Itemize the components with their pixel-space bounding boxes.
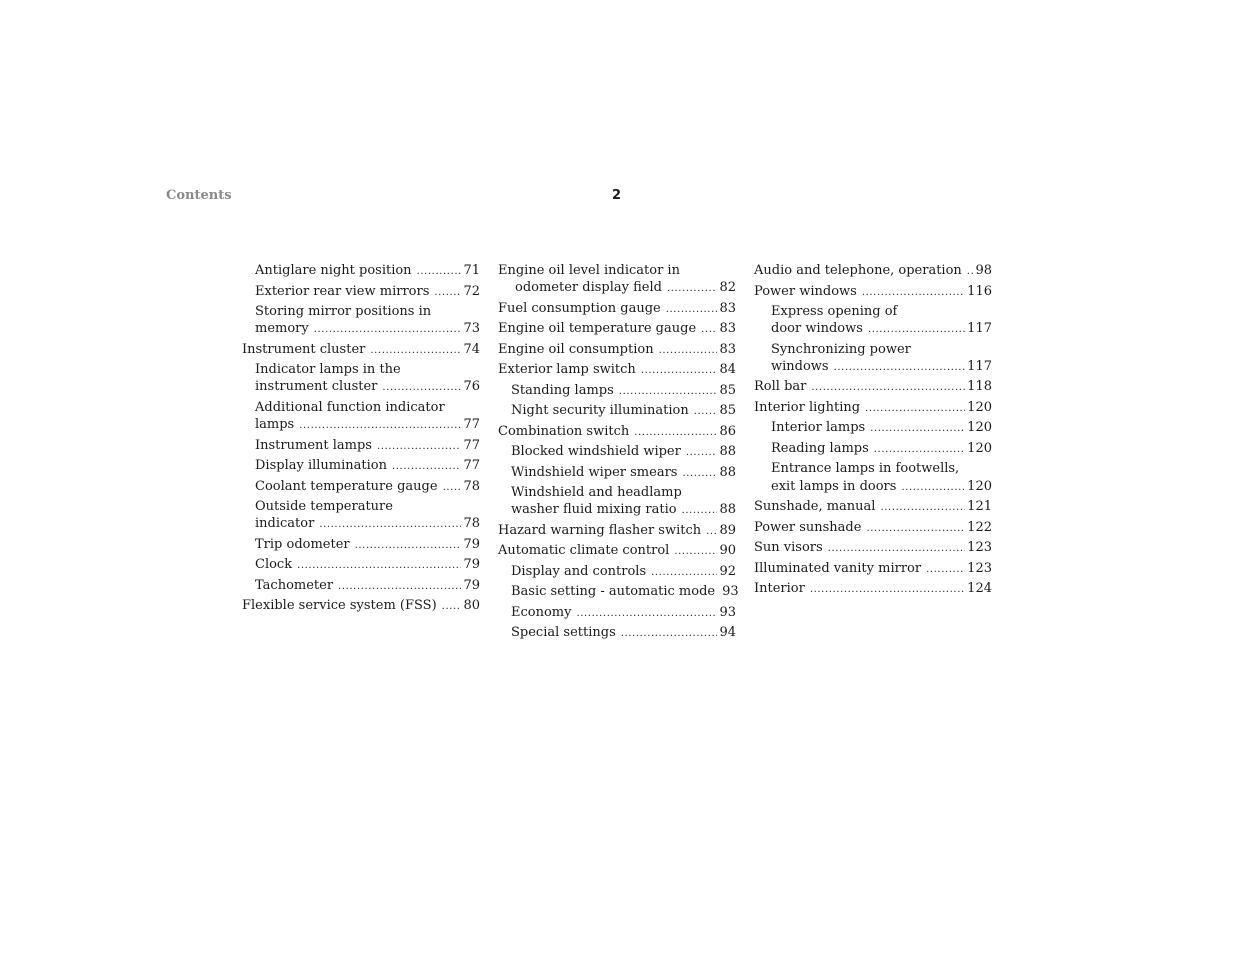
toc-entry-text: Trip odometer <box>255 536 350 552</box>
toc-page-number: 83 <box>719 300 736 316</box>
dot-leader <box>901 479 965 496</box>
dot-leader <box>682 502 718 519</box>
toc-entry[interactable] <box>498 563 736 581</box>
toc-page-number: 84 <box>719 362 736 378</box>
dot-leader <box>434 284 461 301</box>
toc-page-number: 83 <box>719 341 736 357</box>
toc-entry-text: Economy <box>511 604 572 620</box>
dot-leader <box>442 598 462 615</box>
toc-entry-text: instrument cluster <box>255 379 378 395</box>
toc-page-number: 90 <box>719 543 736 559</box>
toc-entry[interactable] <box>754 519 992 537</box>
toc-entry-text: Interior <box>754 581 805 597</box>
dot-leader <box>634 424 717 441</box>
toc-page-number: 89 <box>719 522 736 538</box>
toc-entry-text: Engine oil level indicator in <box>498 263 680 278</box>
toc-entry[interactable] <box>242 457 480 475</box>
toc-entry-text: Display and controls <box>511 563 647 579</box>
toc-entry-text: Sunshade, manual <box>754 499 876 515</box>
dot-leader <box>370 342 461 359</box>
toc-entry-text: Windshield and headlamp <box>511 485 682 501</box>
toc-page-number: 120 <box>967 399 992 415</box>
toc-entry[interactable] <box>754 378 992 396</box>
dot-leader <box>641 362 718 379</box>
dot-leader <box>377 438 461 455</box>
dot-leader <box>694 403 718 420</box>
dot-leader <box>392 458 461 475</box>
toc-entry-text: Automatic climate control <box>498 543 670 559</box>
toc-entry[interactable] <box>242 437 480 455</box>
dot-leader <box>355 537 462 554</box>
toc-page-number: 120 <box>967 420 992 436</box>
toc-page-number: 79 <box>463 536 480 552</box>
toc-page-number: 120 <box>967 478 992 494</box>
toc-entry-text: door windows <box>771 321 863 337</box>
toc-entry[interactable] <box>242 498 480 533</box>
dot-leader <box>314 321 462 338</box>
toc-entry[interactable] <box>498 341 736 359</box>
toc-entry[interactable] <box>754 498 992 516</box>
dot-leader <box>667 280 717 297</box>
toc-entry-text: Exterior rear view mirrors <box>255 283 430 299</box>
toc-page-number: 121 <box>967 499 992 515</box>
dot-leader <box>686 444 718 461</box>
toc-entry[interactable] <box>242 262 480 280</box>
toc-entry-text: memory <box>255 321 309 337</box>
toc-entry[interactable] <box>498 262 736 297</box>
toc-page-number: 117 <box>967 358 992 374</box>
toc-entry[interactable] <box>754 580 992 598</box>
toc-entry[interactable] <box>754 440 992 458</box>
toc-page-number: 85 <box>719 382 736 398</box>
toc-entry-text: Windshield wiper smears <box>511 464 678 480</box>
toc-entry-text: Power sunshade <box>754 519 862 535</box>
dot-leader <box>682 465 717 482</box>
toc-entry-text: Audio and telephone, operation <box>754 263 962 278</box>
toc-page-number: 93 <box>719 604 736 620</box>
toc-entry-text: Coolant temperature gauge <box>255 478 438 494</box>
dot-leader <box>880 499 965 516</box>
toc-entry-text: Fuel consumption gauge <box>498 300 661 316</box>
toc-entry[interactable] <box>498 423 736 441</box>
toc-page-number: 85 <box>719 403 736 419</box>
toc-page-number: 117 <box>967 321 992 337</box>
dot-leader <box>828 540 966 557</box>
toc-entry[interactable] <box>498 464 736 482</box>
toc-page-number: 77 <box>463 458 480 474</box>
toc-page-number: 93 <box>722 584 739 600</box>
toc-page-number: 122 <box>967 519 992 535</box>
toc-page-number: 98 <box>975 263 992 278</box>
toc-page-number: 88 <box>719 444 736 460</box>
toc-entry-text: Entrance lamps in footwells, <box>771 461 960 477</box>
toc-entry-text: Engine oil temperature gauge <box>498 321 697 337</box>
dot-leader <box>651 564 717 581</box>
toc-entry[interactable] <box>498 320 736 338</box>
toc-page-number: 124 <box>967 581 992 597</box>
dot-leader <box>659 342 718 359</box>
toc-entry[interactable] <box>754 303 992 338</box>
toc-entry[interactable] <box>242 283 480 301</box>
dot-leader <box>701 321 717 338</box>
toc-column-2 <box>498 262 739 645</box>
toc-entry[interactable] <box>242 536 480 554</box>
dot-leader <box>666 301 718 318</box>
toc-entry-text: Reading lamps <box>771 440 869 456</box>
toc-entry[interactable] <box>754 419 992 437</box>
toc-entry-text: windows <box>771 358 829 374</box>
toc-page-number: 76 <box>463 379 480 395</box>
toc-entry-text: Blocked windshield wiper <box>511 444 681 460</box>
toc-page-number: 88 <box>719 502 736 518</box>
dot-leader <box>862 284 965 301</box>
dot-leader <box>811 379 965 396</box>
toc-entry-text: Express opening of <box>771 304 898 319</box>
toc-entry-text: odometer display field <box>515 280 662 296</box>
dot-leader <box>834 359 966 376</box>
toc-page-number: 82 <box>719 280 736 296</box>
toc-entry-text: Exterior lamp switch <box>498 362 636 378</box>
toc-entry[interactable] <box>242 361 480 396</box>
toc-entry[interactable] <box>498 484 736 519</box>
toc-entry[interactable] <box>754 460 992 495</box>
toc-entry-text: Roll bar <box>754 379 807 395</box>
toc-entry-text: Clock <box>255 557 293 573</box>
toc-entry-text: Combination switch <box>498 423 630 439</box>
toc-entry[interactable] <box>498 361 736 379</box>
dot-leader <box>319 516 461 533</box>
dot-leader <box>868 321 965 338</box>
toc-entry-text: Indicator lamps in the <box>255 362 401 378</box>
toc-entry-text: Instrument cluster <box>242 341 366 357</box>
toc-entry[interactable] <box>498 443 736 461</box>
toc-entry-text: Power windows <box>754 283 857 299</box>
dot-leader <box>299 417 461 434</box>
dot-leader <box>297 557 461 574</box>
toc-page-number: 78 <box>463 478 480 494</box>
toc-entry[interactable] <box>498 402 736 420</box>
toc-entry-text: Outside temperature <box>255 499 393 515</box>
toc-entry[interactable] <box>754 539 992 557</box>
toc-page-number: 86 <box>719 423 736 439</box>
toc-entry-text: exit lamps in doors <box>771 478 897 494</box>
dot-leader <box>619 383 718 400</box>
toc-entry[interactable] <box>754 341 992 376</box>
toc-entry-text: Instrument lamps <box>255 437 372 453</box>
dot-leader <box>576 605 717 622</box>
toc-page-number: 72 <box>463 283 480 299</box>
toc-page-number: 94 <box>719 625 736 641</box>
dot-leader <box>674 543 717 560</box>
toc-entry-text: Flexible service system (FSS) <box>242 598 437 614</box>
toc-entry[interactable] <box>754 399 992 417</box>
toc-entry[interactable] <box>754 283 992 301</box>
toc-page-number: 116 <box>967 283 992 299</box>
toc-page-number: 73 <box>463 321 480 337</box>
dot-leader <box>866 520 965 537</box>
toc-page-number: 79 <box>463 557 480 573</box>
toc-page-number: 83 <box>719 321 736 337</box>
toc-page-number: 79 <box>463 577 480 593</box>
dot-leader <box>967 263 974 280</box>
toc-page-number: 74 <box>463 341 480 357</box>
dot-leader <box>874 441 965 458</box>
dot-leader <box>706 523 717 540</box>
toc-entry[interactable] <box>242 303 480 338</box>
toc-page-number: 78 <box>463 516 480 532</box>
toc-entry-text: Interior lamps <box>771 420 866 436</box>
toc-entry-text: lamps <box>255 417 295 433</box>
toc-column-3 <box>754 262 992 601</box>
toc-entry-text: Special settings <box>511 625 616 641</box>
toc-entry-text: Interior lighting <box>754 399 861 415</box>
toc-entry-text: indicator <box>255 516 315 532</box>
dot-leader <box>870 420 965 437</box>
toc-entry[interactable] <box>242 399 480 434</box>
toc-entry[interactable] <box>498 604 736 622</box>
toc-entry[interactable] <box>498 542 736 560</box>
toc-page-number: 123 <box>967 540 992 556</box>
toc-entry-text: Tachometer <box>255 577 334 593</box>
dot-leader <box>865 400 965 417</box>
page-number: 2 <box>612 188 622 203</box>
toc-page-number: 88 <box>719 464 736 480</box>
toc-entry-text: Standing lamps <box>511 382 614 398</box>
toc-entry-text: Engine oil consumption <box>498 341 654 357</box>
toc-entry-text: Display illumination <box>255 458 387 474</box>
toc-entry[interactable] <box>242 577 480 595</box>
toc-entry[interactable] <box>498 624 736 642</box>
toc-page-number: 71 <box>463 263 480 278</box>
toc-entry[interactable] <box>242 478 480 496</box>
toc-entry[interactable] <box>242 597 480 615</box>
dot-leader <box>338 578 461 595</box>
dot-leader <box>417 263 462 280</box>
toc-entry[interactable] <box>754 560 992 578</box>
toc-entry[interactable] <box>242 341 480 359</box>
toc-entry-text: washer fluid mixing ratio <box>511 502 677 518</box>
toc-entry[interactable] <box>242 556 480 574</box>
dot-leader <box>926 561 965 578</box>
toc-entry-text: Storing mirror positions in <box>255 304 432 319</box>
toc-entry[interactable] <box>754 262 992 280</box>
toc-entry-text: Antiglare night position <box>255 263 412 278</box>
dot-leader <box>443 479 462 496</box>
toc-column-1 <box>242 262 480 618</box>
dot-leader <box>382 379 461 396</box>
dot-leader <box>810 581 965 598</box>
toc-entry[interactable] <box>498 382 736 400</box>
toc-entry-text: Hazard warning flasher switch <box>498 522 702 538</box>
toc-entry-text: Synchronizing power <box>771 341 911 357</box>
toc-page-number: 80 <box>463 598 480 614</box>
section-label: Contents <box>166 188 232 203</box>
toc-entry-text: Basic setting - automatic mode <box>511 584 716 600</box>
dot-leader <box>621 625 718 642</box>
toc-entry-text: Additional function indicator <box>255 399 445 415</box>
toc-entry[interactable] <box>498 583 739 601</box>
toc-entry[interactable] <box>498 300 736 318</box>
toc-page-number: 77 <box>463 417 480 433</box>
toc-entry[interactable] <box>498 522 736 540</box>
toc-page-number: 77 <box>463 437 480 453</box>
toc-entry-text: Sun visors <box>754 540 823 556</box>
toc-entry-text: Illuminated vanity mirror <box>754 560 922 576</box>
toc-page-number: 120 <box>967 440 992 456</box>
toc-page-number: 123 <box>967 560 992 576</box>
toc-page-number: 92 <box>719 563 736 579</box>
toc-entry-text: Night security illumination <box>511 403 689 419</box>
toc-page-number: 118 <box>967 379 992 395</box>
